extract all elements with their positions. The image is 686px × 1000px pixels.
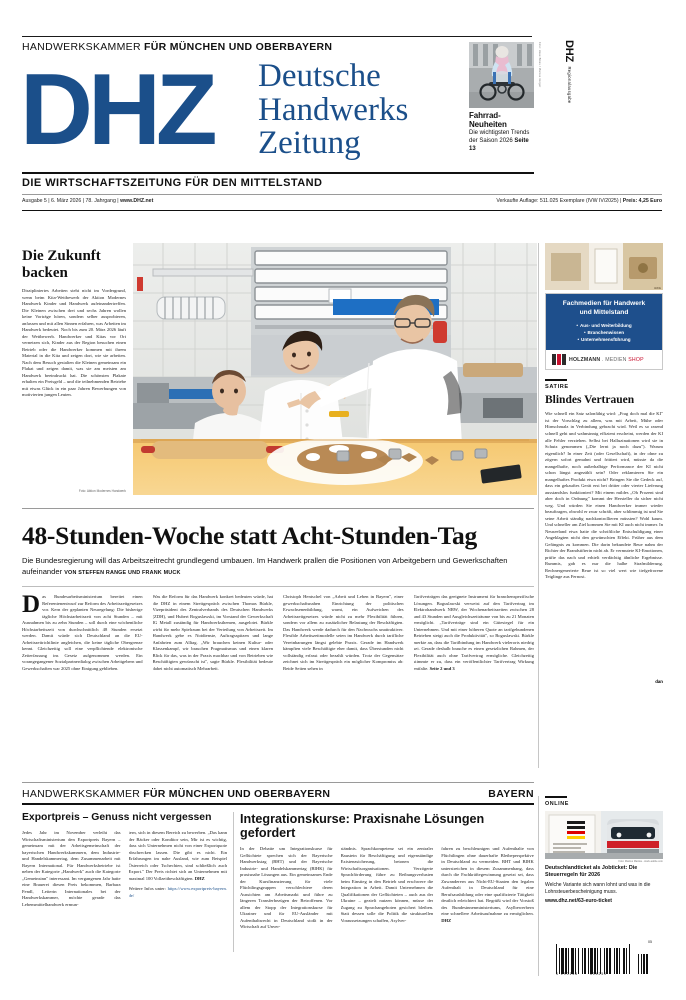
chamber-name-bold: FÜR MÜNCHEN UND OBERBAYERN bbox=[140, 41, 333, 53]
price-text: Preis: 4,25 Euro bbox=[622, 198, 662, 204]
barcode-digits-left: 4 190158 bbox=[556, 972, 579, 976]
ad-bullet-item: • Aus- und Weiterbildung bbox=[551, 322, 657, 329]
edition-mark bbox=[560, 40, 578, 104]
issue-website[interactable]: www.DHZ.net bbox=[120, 198, 154, 204]
ad-bullet-item: • Unternehmensführung bbox=[551, 336, 657, 343]
tagline: DIE WIRTSCHAFTSZEITUNG FÜR DEN MITTELSTAND bbox=[22, 177, 323, 189]
main-story-columns bbox=[22, 594, 534, 760]
lower-band-rule-bottom bbox=[22, 803, 534, 805]
ad-brand-text bbox=[569, 357, 644, 363]
exportpreis-signature: DHZ bbox=[194, 875, 205, 881]
teaser-fahrrad[interactable] bbox=[469, 42, 541, 153]
exportpreis-column-2-text: tern, sich in diesem Bereich zu bewerben. „Das kann der Bäcker oder Konditor sein, Mir ist es wichtig, dass sich Unternehmen nicht von einer Exportquote abschrecken lassen. Die gibt es nicht. Ein Erfahrungen im nahe Ausland, wie zum Beispiel Österreich oder Tschechien, sind schließlich auch Export." Der Preis richtet sich an Unternehmen mit maximal 100 Vollzeitbeschäftigten. bbox=[128, 830, 227, 881]
satire-headline[interactable]: Blindes Vertrauen bbox=[545, 394, 635, 407]
integrationskurse-headline[interactable]: Integrationskurse: Praxisnahe Lösungen gefordert bbox=[240, 812, 485, 840]
masthead-word-zeitung: Zeitung bbox=[258, 125, 361, 161]
tagline-rule-bottom bbox=[22, 194, 662, 195]
ad-headline bbox=[551, 300, 657, 317]
dhz-logo[interactable]: DHZ bbox=[20, 54, 213, 166]
circulation-text: Verkaufte Auflage: 511.025 Exemplare (IVW IV/2025) | bbox=[496, 198, 623, 204]
tagline-rule-top bbox=[22, 172, 534, 174]
exportpreis-column-2 bbox=[129, 830, 228, 962]
bakery-children-photo-illustration bbox=[133, 243, 537, 495]
issue-info-rule bbox=[22, 210, 662, 211]
ad-headline-line1: Fachmedien für Handwerk bbox=[562, 300, 646, 307]
barcode bbox=[556, 944, 652, 974]
satire-column bbox=[545, 379, 663, 684]
online-kicker: ONLINE bbox=[545, 801, 569, 807]
barcode-digits-right: 304250 bbox=[589, 972, 608, 976]
holzmann-logo-icon bbox=[552, 354, 566, 365]
lower-chamber-light: HANDWERKSKAMMER bbox=[22, 788, 141, 800]
lead-body-text: Diszipliniertes Arbeiten steht nicht im Vordergrund, wenn beim Kita-Wettbewerb der Aktion Modernes Handwerk Kinder und Handwerk aufeinandertreffen. Die Kleinen zwischen drei und sechs Jahren wollen keine Vorträge hören, sondern selber ausprobieren, anfassen und mit allen Sinnen erfahren, was Arbeiten im Handwerk bedeutet. Noch bis zum 20. März 2026 läuft der Wettbewerb. Handwerker und Kitas vor Ort vernetzen sich, Kinder aus der Region besuchen einen Betrieb oder die Handwerker kommen mit ihrem Material in die Kita und zeigen dort, wie sie arbeiten. Nach dem Besuch gestalten die Kleinen gemeinsam ein Plakat und zeigen damit, was sie am meisten am Handwerk beeindruckt hat. Die schönsten Plakate erhalten ein Preisgeld – und die teilnehmenden Betriebe mit etwas Glück in ein paar Jahren Bewerbungen von motivierten jungen Leuten. bbox=[22, 288, 126, 398]
rail-photo bbox=[545, 243, 663, 290]
online-headline[interactable]: Deutschlandticket als Jobticket: Die Steuerregeln für 2026 bbox=[545, 865, 638, 879]
online-teaser bbox=[545, 796, 663, 904]
edition-mark-label: Regionalausgabe bbox=[567, 66, 572, 104]
train-ticket-photo-illustration bbox=[545, 811, 663, 859]
issue-info-right bbox=[496, 198, 662, 204]
ad-brand-name: HOLZMANN bbox=[569, 356, 601, 363]
chamber-bar-text bbox=[22, 41, 532, 53]
ad-headline-line2: und Mittelstand bbox=[579, 308, 629, 316]
main-column-4-text: Tarifverträgen das geeignete Instrument für branchenspezifische Lösungen. Boguslawski verweist auf den Tarifvertrag im Elektrohandwerk NRW, der Wochenarbeitszeiten zwischen 28 und 43 Stunden und Ausgleichszeiträume von bis zu 21 Monaten ermöglicht. „Tarifverträge sind ein Gütesiegel für ein Unternehmen. Und mit einer höheren Quote an tarifgebundenen Betrieben steigt auch die Produktivität", so Boguslawski. Bürkle merkte an, dass die Tarifbindung im Handwerk vielerorts niedrig sei. Gerade deshalb brauche es einen gesetzlichen Rahmen, der Flexibilität auch ohne Tarifvertrag ermögliche. Gleichzeitig stimmte er zu, dass ein veröffentlichter Tarifvertrag Wirkung entfalte. bbox=[413, 594, 534, 671]
column-separator bbox=[538, 796, 539, 976]
ad-brand-footer[interactable] bbox=[546, 350, 662, 369]
ad-brand-shop: SHOP bbox=[628, 356, 644, 363]
barcode-digits bbox=[556, 972, 666, 976]
main-deck bbox=[22, 556, 534, 578]
rail-photo-credit: AMOE bbox=[653, 287, 661, 290]
issue-info-line bbox=[22, 198, 662, 204]
exportpreis-link-label: Weitere Infos unter: bbox=[128, 886, 166, 892]
masthead bbox=[20, 54, 440, 166]
main-story-rule bbox=[22, 508, 534, 509]
column-separator bbox=[538, 243, 539, 768]
lower-region-label: BAYERN bbox=[488, 788, 534, 800]
ad-brand-medien: . MEDIEN bbox=[600, 356, 629, 363]
integrationskurse-column-2: ständnis. Sprachkompetenz sei ein zentraler Baustein für Beschäftigung und eigenständige Existenzsicherung, betonen die Wirtschaftsorganisationen. Verzögerte Sprachförderung führe zu Reibungsverlusten beim Einstieg in den Betrieb und erschwere die Integration in Arbeit. Damit Unternehmen die Qualifikationen der Geflüchteten – auch aus der Ukraine – gezielt nutzen können, müsse der Zugang zu Sprachangeboten gesichert bleiben. Statt dessen solle die Politik die strukturellen Voraussetzungen schaffen, Asylver- bbox=[340, 846, 434, 923]
exportpreis-link-block[interactable] bbox=[129, 886, 228, 899]
teaser-photo-credit: Foto: Hase Bikes / Marcus Gloger bbox=[538, 42, 541, 88]
exportpreis-columns bbox=[22, 830, 227, 962]
issue-info-left: Ausgabe 5 | 6. März 2026 | 78. Jahrgang | bbox=[22, 198, 121, 204]
right-rail bbox=[545, 243, 663, 684]
satire-signature: dan bbox=[655, 679, 663, 685]
online-rule bbox=[545, 796, 567, 798]
exportpreis-headline[interactable]: Exportpreis – Genuss nicht vergessen bbox=[22, 812, 212, 823]
column-separator bbox=[233, 812, 234, 952]
integrationskurse-column-3 bbox=[441, 846, 534, 978]
main-deck-rule bbox=[22, 586, 534, 587]
exportpreis-column-1: Jedes Jahr im November verleiht das Wirtschaftsministerium den Exportpreis Bayern – gemeinsam mit der Arbeitsgemeinschaft der bayerischen Handwerkskammern, dem Industrie- und Handelskammertag, dem Zusammenarbeit mit Bayern International. Für Handwerksbetriebe ist neben der Kategorie „Handwerk" auch die Kategorie „Gemeinsinn" interessant. Im vergangenen Jahr hatte eine Brauerei diesen Preis bekommen, Barbara Fendl, Leiterin Internationales bei der Handwerkskammer, möchte gerade das Lebensmittelhandwerk ermun- bbox=[22, 830, 121, 907]
teaser-headline[interactable]: Fahrrad-Neuheiten bbox=[469, 111, 507, 129]
masthead-wordmark bbox=[258, 60, 408, 161]
ad-bullet-list bbox=[551, 322, 657, 343]
edition-mark-logo: DHZ bbox=[563, 40, 575, 63]
online-body-text: Welche Variante sich wann lohnt und was in die Lohnsteuerbescheinigung muss. bbox=[545, 881, 651, 895]
integrationskurse-signature: DHZ bbox=[441, 917, 452, 923]
online-photo-credit: Foto: Markus Mainka - stock.adobe.com bbox=[618, 860, 663, 863]
lower-story-integrationskurse bbox=[240, 812, 534, 978]
satire-kicker: SATIRE bbox=[545, 384, 569, 391]
lower-band-rule-top bbox=[22, 782, 534, 783]
masthead-word-handwerks: Handwerks bbox=[258, 91, 409, 128]
main-byline: VON STEFFEN RANGE UND FRANK MUCK bbox=[64, 569, 181, 576]
main-column-2: Was die Reform für das Handwerk konkret bedeuten würde, hat die DHZ in einem Streitgespräch zwischen Thomas Bürkle, Vizepräsident des Zentralverbands des Deutschen Handwerks (ZDH), und Hubert Boguslawski, im Vorstand der Gewerkschaft IG Metall zuständig für Handwerksthemen, ausgelotet. Bürkle wirbt für mehr Spielraum bei der Verteilung von Arbeitszeit. Im Handwerk gebe es Notdienste, Auftragsspitzen und lange Anfahrten zum Alltag. „Wir brauchen keinen Kultur- oder Klassenkampf, wir brauchen Pragmatismus und einen klaren Blick für das, was in der Praxis machbar und von Betrieben wie Beschäftigten gewünscht ist", sagte Bürkle. Flexibilität bedeute dabei nicht automatisch Mehrarbeit. bbox=[152, 594, 273, 671]
satire-rule bbox=[545, 379, 567, 381]
main-column-1: Das Bundesarbeitsministerium bereitet einen Referentenentwurf zur Reform des Arbeitszeitgesetzes vor. Kern der geplanten Neuregelung: Die bisherige tägliche Höchstarbeitszeit von acht Stunden – mit Ausnahmen bis zu zehn Stunden – soll durch eine wöchentliche Höchstarbeitszeit von durchschnittlich 48 Stunden ersetzt werden. Damit würde sich Deutschland an die EU-Arbeitszeitrichtlinie angleichen, die keine tägliche Obergrenze kennt. Gleichzeitig soll eine verpflichtende elektronische Zeiterfassung ins Gesetz aufgenommen werden. Ein vorangegangener Sozialpartnerdialog zwischen Arbeitgebern und Gewerkschaften war 2025 ohne Einigung geblieben. bbox=[22, 594, 143, 671]
main-column-4 bbox=[414, 594, 535, 760]
teaser-sub-label: Die wichtigsten Trends der Saison 2026 bbox=[469, 130, 530, 144]
lead-headline[interactable]: Die Zukunft backen bbox=[22, 248, 101, 281]
main-column-3: Christoph Hentschel von „Arbeit und Leben in Bayern", einer gewerkschaftsnahen Einrichtung der politischen Erwachsenenbildung, warnt, ein Aufweichen des Arbeitszeitgesetzes würde nicht zu mehr Flexibilität führen, sondern vor allem zu zusätzlicher Belastung der Beschäftigten. Das Handwerk werde dadurch für den Nachwuchs unattraktiver. Flexible Arbeitszeitmodelle seien im Handwerk durch tarifliche Vereinbarungen längst gelebte Praxis. Gerade im Handwerk kämpften viele Beschäftigte eher damit, dass Überstunden nicht vollständig erfasst oder bezahlt würden. Trotz der Gegensätze zeichnet sich im Streitgespräch ein möglicher Kompromiss ab: Beide Seiten sehen in bbox=[283, 594, 404, 671]
teaser-page-ref[interactable]: Seite 13 bbox=[469, 137, 529, 152]
workshop-photo-illustration bbox=[545, 243, 663, 290]
lower-chamber-bold: FÜR MÜNCHEN UND OBERBAYERN bbox=[140, 788, 331, 800]
chamber-bar bbox=[22, 36, 532, 53]
ad-blue-panel bbox=[546, 294, 662, 350]
lead-photo-credit: Foto: Aktion Modernes Handwerk bbox=[78, 489, 126, 493]
advertisement-holzmann[interactable] bbox=[545, 293, 663, 370]
satire-body-text: Wie schnell ein Satz salonfähig wird: „Frag doch mal die KI" ist der Vorschlag zu allem, was mit Arbeit, Mühe oder Hirnschmalz in Verbindung gebracht wird. Weil es so rasend schnell geht und wahnsinnig effizient erscheint, werden der KI alle Fehler verziehen. Selbst bei Halluzinationen wird sie in Schutz genommen („Die lernt ja noch dazu"). Warum eigentlich? In einer Zeit (oder Gesellschaft), in der ohne zu zögern sofort gemahnt und frittiert wird, müsste da die mangelhafte, noch außerhalbige Performance der KI nicht schon längst angezählt sein? Oder reklamieren Sie ein mangelhaftes Produkt etwa nicht? Bringen Sie die Gedeck auf, dass ein gekauftes Gerät erst bei dritter oder vierter Lieferung ausstandslos funktioniert? Mit einem mildes „Oh Prozent sind aber doch in Ordnung" kommt der Hersteller da sicher nicht weg. Und würden Sie einen Handwerker immer wieder beauftragen, obwohl er zwar schräft, aber schlimmig ist und Sie seine Arbeit ständig nachkontrollieren müssten? Wohl kaum. Und schneller am Ziel kommen Sie mit KI auch nicht immer. In Neuseeland etwa hatte die schriftliche Entschuldigung einer Angeklagten nicht den gewünschten Effekt. Früher aus dem Gefängnis zu kommen. Die darin bekundete Reue nahm der Richter der Brandstifterin nicht ab. Er vermutete KI-Emotionen, prüfte das nach und erhielt verdächtig ähnliche Ergebnisse. Rummis, gab es nur die halbe Strafmilderung. Rechnergenerierte Reue ist so viel wert wie tiefgefrorene Teiglinge aus Fernost. bbox=[545, 411, 663, 580]
integrationskurse-columns bbox=[240, 846, 534, 978]
masthead-word-deutsche: Deutsche bbox=[258, 58, 381, 94]
lower-band bbox=[22, 788, 534, 800]
recumbent-bike-photo-illustration bbox=[469, 42, 534, 108]
chamber-name-light: HANDWERKSKAMMER bbox=[22, 41, 141, 53]
barcode-issue-number: 05 bbox=[648, 940, 652, 944]
online-photo bbox=[545, 811, 663, 859]
main-jump-ref[interactable]: Seite 2 und 3 bbox=[429, 665, 455, 671]
integrationskurse-column-3-text: fahren zu beschleunigen und Aufenthalte von Flüchtlingen ohne dauerhafte Bleibeperspektive in Deutschland zu vermeiden. BHT und BIHK unterstreichen in diesem Zusammenhang, dass durch die Fachkräftegewinnung gesetzt sei, dass Zuwanderern aus Nicht-EU-Staaten den legalen Aufenthalt in Deutschland für eine Berufsausbildung oder eine qualifizierte Tätigkeit deutlich erleichtert hat. Begrüßt wird der Vorstoß des Bundesinnenministeriums, Asylbewerbern eine schnellere Arbeitsaufnahme zu ermöglichen. bbox=[441, 846, 534, 917]
lead-photo bbox=[133, 243, 537, 495]
integrationskurse-column-1: In der Debatte um Integrationskurse für Geflüchtete sprechen sich der Bayerische Handwerkstag (BHT) und der Bayerische Industrie- und Handelskammertag (BIHK) für praxisnahe Lösungen aus. Ein gemeinsames Ende der Kursfinanzierung für viele Flüchtlingsgruppen verschlechtere deren Aussichten am Arbeitsmarkt und führe zu längeren Transferbezügen der Betroffenen. Vor allem der Stopp der Integrationskurse für Ukrainer und für EU-Ausländer mit Aufenthaltsrecht in Deutschland stoßt in der Wirtschaft auf Unver- bbox=[240, 846, 333, 930]
teaser-subtext bbox=[469, 130, 534, 153]
ad-bullet-item: • Branchenwissen bbox=[551, 329, 657, 336]
main-headline[interactable]: 48-Stunden-Woche statt Acht-Stunden-Tag bbox=[22, 521, 477, 550]
online-url[interactable]: www.dhz.net/63-euro-ticket bbox=[545, 897, 612, 904]
teaser-photo bbox=[469, 42, 534, 108]
main-deck-text: Die Bundesregierung will das Arbeitszeitrecht grundlegend umbauen. Im Handwerk prallen die Positionen von Arbeitgebern und Gewerkschaften aufeinander bbox=[22, 556, 508, 576]
lower-story-exportpreis bbox=[22, 812, 227, 962]
exportpreis-link-url[interactable]: https://www.exportpreis-bayern.de/ bbox=[128, 886, 227, 898]
